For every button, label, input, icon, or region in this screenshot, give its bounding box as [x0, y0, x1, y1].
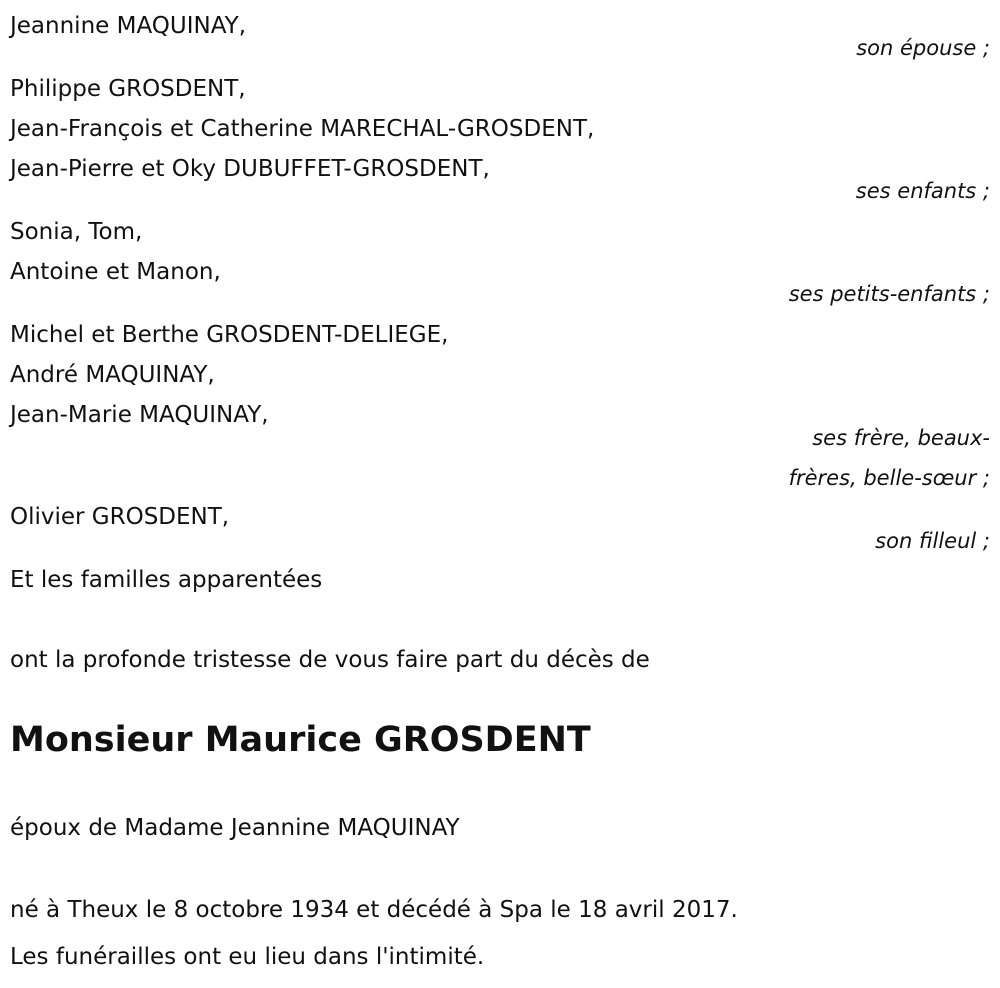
- deceased-name: Monsieur Maurice GROSDENT: [10, 720, 591, 760]
- family-relation: son filleul ;: [875, 529, 990, 553]
- family-name: Philippe GROSDENT,: [10, 76, 246, 102]
- family-relation: ses petits-enfants ;: [788, 282, 990, 306]
- funeral-line: Les funérailles ont eu lieu dans l'intimité.: [10, 944, 485, 970]
- family-name: Jean-Marie MAQUINAY,: [10, 402, 269, 428]
- family-name: Olivier GROSDENT,: [10, 504, 230, 530]
- dates-line: né à Theux le 8 octobre 1934 et décédé à Spa le 18 avril 2017.: [10, 897, 738, 923]
- family-name: Jeannine MAQUINAY,: [10, 13, 247, 39]
- family-relation: ses frère, beaux-: [812, 426, 990, 450]
- family-name: Jean-François et Catherine MARECHAL-GROSDENT,: [10, 116, 595, 142]
- family-name: Michel et Berthe GROSDENT-DELIEGE,: [10, 322, 449, 348]
- family-name: Jean-Pierre et Oky DUBUFFET-GROSDENT,: [10, 156, 490, 182]
- family-relation: frères, belle-sœur ;: [788, 466, 990, 490]
- announcement-text: ont la profonde tristesse de vous faire part du décès de: [10, 647, 650, 673]
- family-relation: son épouse ;: [856, 36, 990, 60]
- family-name: Sonia, Tom,: [10, 219, 143, 245]
- related-families: Et les familles apparentées: [10, 567, 323, 593]
- family-name: Antoine et Manon,: [10, 259, 221, 285]
- family-relation: ses enfants ;: [855, 179, 990, 203]
- family-name: André MAQUINAY,: [10, 362, 215, 388]
- spouse-line: époux de Madame Jeannine MAQUINAY: [10, 815, 460, 841]
